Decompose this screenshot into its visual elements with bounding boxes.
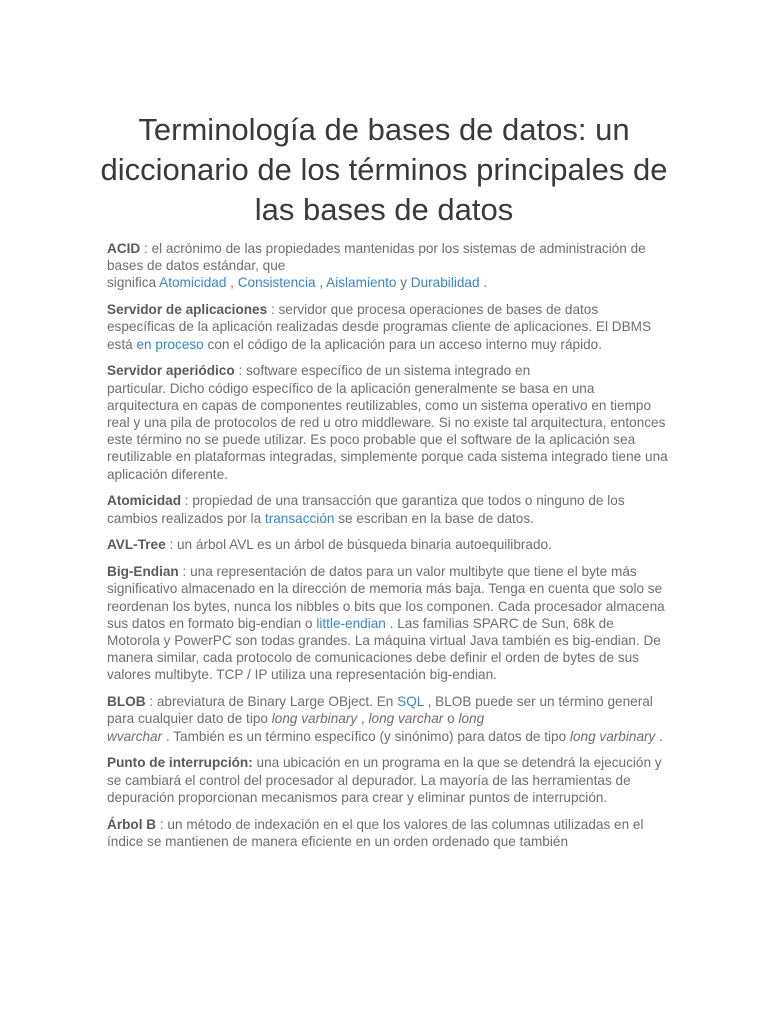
glossary-link[interactable]: en proceso xyxy=(136,336,204,352)
glossary-term: Servidor aperiódico xyxy=(107,363,235,379)
glossary-entry xyxy=(107,536,669,553)
glossary-text: : el acrónimo de las propiedades mantenidas por los sistemas de administración de bases de datos estándar, que xyxy=(107,241,646,274)
glossary-text: : software específico de un sistema integrado en xyxy=(234,363,531,379)
glossary-link[interactable]: Aislamiento xyxy=(326,275,397,291)
glossary-text: con el código de la aplicación para un acceso interno muy rápido. xyxy=(203,336,602,352)
glossary-text: particular. Dicho código específico de la aplicación generalmente se basa en una arquitectura en capas de componentes reutilizables, como un sistema operativo en tiempo real y una pila de protocolos de red u otro middleware. Si no existe tal arquitectura, entonces este término no se puede utilizar. Es poco probable que el software de la aplicación sea reutilizable en plataformas integradas, simplemente porque cada sistema integrado tiene una aplicación diferente. xyxy=(107,380,668,482)
glossary-text: , xyxy=(226,275,238,291)
glossary-text: : una representación de datos para un valor multibyte que tiene el byte más significativo almacenado en la dirección de memoria más baja. Tenga en cuenta que solo se reordenan los bytes, nunca los nibbles o bits que los componen. Cada procesador almacena sus datos en formato big-endian o xyxy=(107,564,665,631)
glossary-italic-text: long xyxy=(458,711,485,727)
glossary-text: . Las familias SPARC de Sun, 68k de Motorola y PowerPC son todas grandes. La máquina virtual Java también es big-endian. De manera similar, cada protocolo de comunicaciones debe definir el orden de bytes de sus valores multibyte. TCP / IP utiliza una representación big-endian. xyxy=(107,615,661,683)
glossary-term: Atomicidad xyxy=(107,493,182,509)
glossary-text: se escriban en la base de datos. xyxy=(334,510,534,526)
glossary-entry xyxy=(107,754,669,806)
glossary-term: Big-Endian xyxy=(107,564,179,580)
glossary-text: : un método de indexación en el que los valores de las columnas utilizadas en el índice se mantienen de manera eficiente en un orden ordenado que también xyxy=(107,816,644,849)
glossary-term: Árbol B xyxy=(107,816,157,832)
glossary-text: y xyxy=(396,275,411,291)
glossary-text: , BLOB puede ser un término general para cualquier dato de tipo xyxy=(107,694,653,727)
glossary-term: AVL-Tree xyxy=(107,537,166,553)
glossary-entry xyxy=(107,816,669,850)
glossary-italic-text: wvarchar xyxy=(107,728,163,744)
glossary-term: BLOB xyxy=(107,694,146,710)
glossary-term: ACID xyxy=(107,241,141,256)
glossary-link[interactable]: Durabilidad xyxy=(410,275,480,291)
glossary-entry xyxy=(107,563,669,683)
glossary-link[interactable]: Consistencia xyxy=(237,275,316,291)
glossary-entry xyxy=(107,301,669,353)
glossary-text: . xyxy=(479,275,488,291)
glossary-link[interactable]: Atomicidad xyxy=(159,275,227,291)
page-title: Terminología de bases de datos: un diccionario de los términos principales de las bases de datos xyxy=(100,112,668,227)
glossary-term: Servidor de aplicaciones xyxy=(107,302,268,318)
glossary-text: . xyxy=(655,728,663,744)
glossary-entry xyxy=(107,693,669,745)
glossary-italic-text: long varbinary xyxy=(271,711,358,727)
glossary-text: : un árbol AVL es un árbol de búsqueda binaria autoequilibrado. xyxy=(165,537,552,553)
glossary-text: , xyxy=(357,711,369,727)
glossary-text: significa xyxy=(107,275,160,291)
glossary-text: : abreviatura de Binary Large OBject. En xyxy=(145,694,398,710)
glossary-text: , xyxy=(315,275,327,291)
glossary-text: : servidor que procesa operaciones de bases de datos específicas de la aplicación realizadas desde programas cliente de aplicaciones. El DBMS está xyxy=(107,302,652,352)
glossary-italic-text: long varbinary xyxy=(569,728,656,744)
glossary-italic-text: long varchar xyxy=(368,711,444,727)
glossary-link[interactable]: SQL xyxy=(397,694,424,710)
glossary-text: . También es un término específico (y sinónimo) para datos de tipo xyxy=(162,728,570,744)
glossary-entry xyxy=(107,362,669,482)
glossary-entry xyxy=(107,492,669,526)
glossary-text: una ubicación en un programa en la que se detendrá la ejecución y se cambiará el control del procesador al depurador. La mayoría de las herramientas de depuración proporcionan mecanismos para crear y eliminar puntos de interrupción. xyxy=(107,755,662,805)
glossary-link[interactable]: transacción xyxy=(264,510,335,526)
glossary-entry xyxy=(107,240,669,292)
glossary-term: Punto de interrupción: xyxy=(107,755,253,771)
glossary-text: : propiedad de una transacción que garantiza que todos o ninguno de los cambios realizados por la xyxy=(107,493,625,526)
glossary-link[interactable]: little-endian xyxy=(316,615,386,631)
glossary-body xyxy=(107,240,669,860)
glossary-text: o xyxy=(443,711,459,727)
